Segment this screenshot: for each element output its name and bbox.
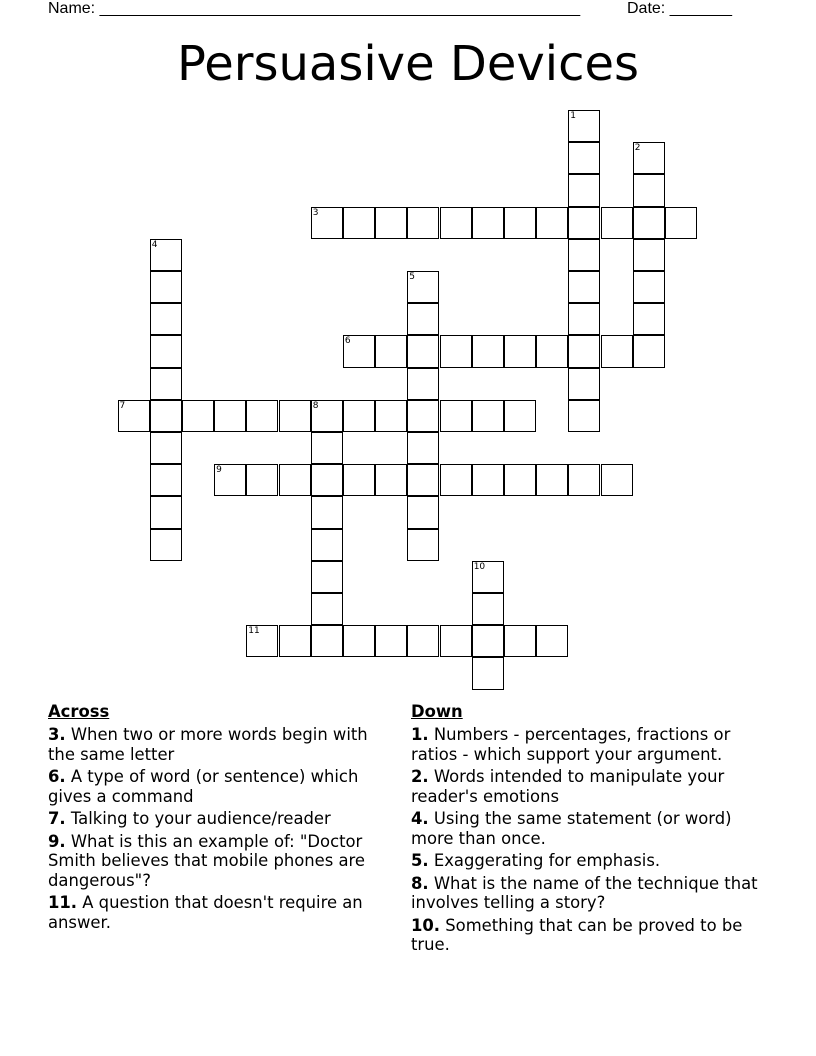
grid-cell[interactable]	[504, 625, 536, 657]
grid-cell[interactable]	[472, 657, 504, 689]
grid-cell[interactable]	[311, 464, 343, 496]
clue-number: 11.	[48, 893, 78, 912]
grid-cell[interactable]	[568, 174, 600, 206]
grid-cell[interactable]	[311, 496, 343, 528]
clue-across-11	[48, 893, 393, 932]
grid-cell[interactable]	[504, 400, 536, 432]
grid-cell[interactable]	[472, 207, 504, 239]
grid-cell[interactable]	[246, 464, 278, 496]
grid-cell[interactable]	[407, 303, 439, 335]
clue-number: 8.	[411, 873, 429, 893]
clue-text: Something that can be proved to be true.	[411, 915, 743, 954]
grid-cell[interactable]	[311, 593, 343, 625]
grid-cell[interactable]	[279, 400, 311, 432]
grid-cell[interactable]	[343, 400, 375, 432]
clue-down-8	[411, 874, 771, 913]
grid-cell[interactable]	[343, 464, 375, 496]
grid-cell[interactable]	[311, 432, 343, 464]
grid-cell[interactable]	[407, 432, 439, 464]
grid-cell[interactable]	[407, 625, 439, 657]
name-line: Name: ______________________________________________________	[48, 0, 581, 17]
date-line: Date: _______	[627, 0, 732, 17]
cell-number: 6	[344, 336, 351, 347]
grid-cell[interactable]	[182, 400, 214, 432]
grid-cell[interactable]	[568, 368, 600, 400]
cell-number: 10	[473, 561, 486, 572]
grid-cell[interactable]	[150, 368, 182, 400]
grid-cell[interactable]	[440, 464, 472, 496]
grid-cell[interactable]	[536, 464, 568, 496]
grid-cell[interactable]	[601, 464, 633, 496]
across-clues	[48, 702, 393, 935]
grid-cell[interactable]	[343, 207, 375, 239]
grid-cell[interactable]	[568, 207, 600, 239]
grid-cell[interactable]	[504, 335, 536, 367]
clue-text: Numbers - percentages, fractions or ratios - which support your argument.	[411, 725, 731, 764]
grid-cell[interactable]	[150, 432, 182, 464]
clue-across-3	[48, 725, 393, 764]
grid-cell[interactable]	[214, 400, 246, 432]
grid-cell[interactable]	[568, 239, 600, 271]
grid-cell[interactable]	[536, 207, 568, 239]
grid-cell[interactable]	[311, 561, 343, 593]
grid-cell[interactable]	[633, 303, 665, 335]
cell-number: 3	[312, 207, 319, 218]
grid-cell[interactable]	[440, 625, 472, 657]
grid-cell[interactable]	[568, 335, 600, 367]
clue-number: 3.	[48, 725, 66, 744]
grid-cell[interactable]	[568, 400, 600, 432]
grid-cell[interactable]	[472, 400, 504, 432]
clue-down-2	[411, 767, 771, 806]
cell-number: 11	[248, 626, 260, 637]
grid-cell[interactable]	[568, 303, 600, 335]
grid-cell[interactable]	[472, 593, 504, 625]
grid-cell[interactable]	[440, 207, 472, 239]
grid-cell[interactable]	[407, 529, 439, 561]
clue-across-9	[48, 832, 393, 891]
grid-cell[interactable]	[633, 239, 665, 271]
grid-cell[interactable]	[246, 400, 278, 432]
clue-text: What is this an example of: "Doctor Smith believes that mobile phones are dangerous"?	[48, 831, 366, 890]
cell-number: 7	[119, 400, 126, 411]
clue-number: 6.	[48, 767, 66, 786]
grid-cell[interactable]	[440, 400, 472, 432]
down-clues	[411, 702, 771, 958]
grid-cell[interactable]	[407, 207, 439, 239]
grid-cell[interactable]	[279, 464, 311, 496]
clue-number: 4.	[411, 809, 429, 828]
grid-cell[interactable]	[472, 625, 504, 657]
clue-number: 5.	[411, 851, 429, 870]
grid-cell[interactable]	[633, 271, 665, 303]
clue-across-7	[48, 809, 393, 829]
grid-cell[interactable]	[375, 207, 407, 239]
clue-text: A question that doesn't require an answer.	[48, 893, 363, 932]
cell-number: 5	[409, 272, 416, 282]
grid-cell[interactable]	[407, 335, 439, 367]
clue-down-1	[411, 725, 771, 764]
grid-cell[interactable]	[150, 335, 182, 367]
grid-cell[interactable]	[633, 335, 665, 367]
clue-down-10	[411, 916, 771, 955]
grid-cell[interactable]	[375, 625, 407, 657]
grid-cell[interactable]	[150, 529, 182, 561]
clue-text: What is the name of the technique that involves telling a story?	[411, 873, 758, 912]
grid-cell[interactable]	[407, 368, 439, 400]
clue-across-6	[48, 767, 393, 806]
down-heading: Down	[411, 702, 463, 721]
clue-down-4	[411, 809, 771, 848]
grid-cell[interactable]	[472, 464, 504, 496]
across-heading: Across	[48, 702, 110, 721]
grid-cell[interactable]	[375, 335, 407, 367]
clue-number: 1.	[411, 725, 429, 744]
grid-cell[interactable]	[150, 271, 182, 303]
clue-text: Talking to your audience/reader	[65, 809, 331, 828]
grid-cell[interactable]	[568, 271, 600, 303]
grid-cell[interactable]	[407, 464, 439, 496]
clue-text: A type of word (or sentence) which gives a command	[48, 767, 359, 806]
grid-cell[interactable]	[504, 464, 536, 496]
grid-cell[interactable]	[343, 625, 375, 657]
grid-cell[interactable]	[311, 529, 343, 561]
grid-cell[interactable]	[150, 464, 182, 496]
grid-cell[interactable]	[633, 207, 665, 239]
grid-cell[interactable]	[407, 400, 439, 432]
clue-text: Using the same statement (or word) more than once.	[411, 809, 732, 848]
clue-text: When two or more words begin with the same letter	[48, 725, 368, 764]
cell-number: 9	[216, 465, 222, 476]
clue-number: 7.	[48, 809, 66, 828]
grid-cell[interactable]	[375, 400, 407, 432]
grid-cell[interactable]	[472, 335, 504, 367]
clue-text: Exaggerating for emphasis.	[428, 851, 661, 870]
clue-number: 9.	[48, 831, 66, 851]
grid-cell[interactable]	[279, 625, 311, 657]
grid-cell[interactable]	[150, 303, 182, 335]
grid-cell[interactable]	[150, 400, 182, 432]
page-title: Persuasive Devices	[176, 36, 640, 92]
grid-cell[interactable]	[311, 625, 343, 657]
grid-cell[interactable]	[407, 496, 439, 528]
grid-cell[interactable]	[536, 335, 568, 367]
grid-cell[interactable]	[568, 142, 600, 174]
grid-cell[interactable]	[536, 625, 568, 657]
grid-cell[interactable]	[601, 207, 633, 239]
clue-down-5	[411, 851, 771, 871]
cell-number: 4	[151, 239, 158, 250]
clue-number: 2.	[411, 767, 429, 786]
grid-cell[interactable]	[375, 464, 407, 496]
grid-cell[interactable]	[633, 174, 665, 206]
cell-number: 2	[634, 143, 641, 154]
grid-cell[interactable]	[150, 496, 182, 528]
grid-cell[interactable]	[440, 335, 472, 367]
grid-cell[interactable]	[665, 207, 697, 239]
clue-number: 10.	[411, 915, 441, 935]
grid-cell[interactable]	[504, 207, 536, 239]
grid-cell[interactable]	[568, 464, 600, 496]
cell-number: 1	[570, 111, 577, 121]
cell-number: 8	[312, 400, 319, 411]
clue-text: Words intended to manipulate your reader's emotions	[411, 767, 725, 806]
grid-cell[interactable]	[601, 335, 633, 367]
